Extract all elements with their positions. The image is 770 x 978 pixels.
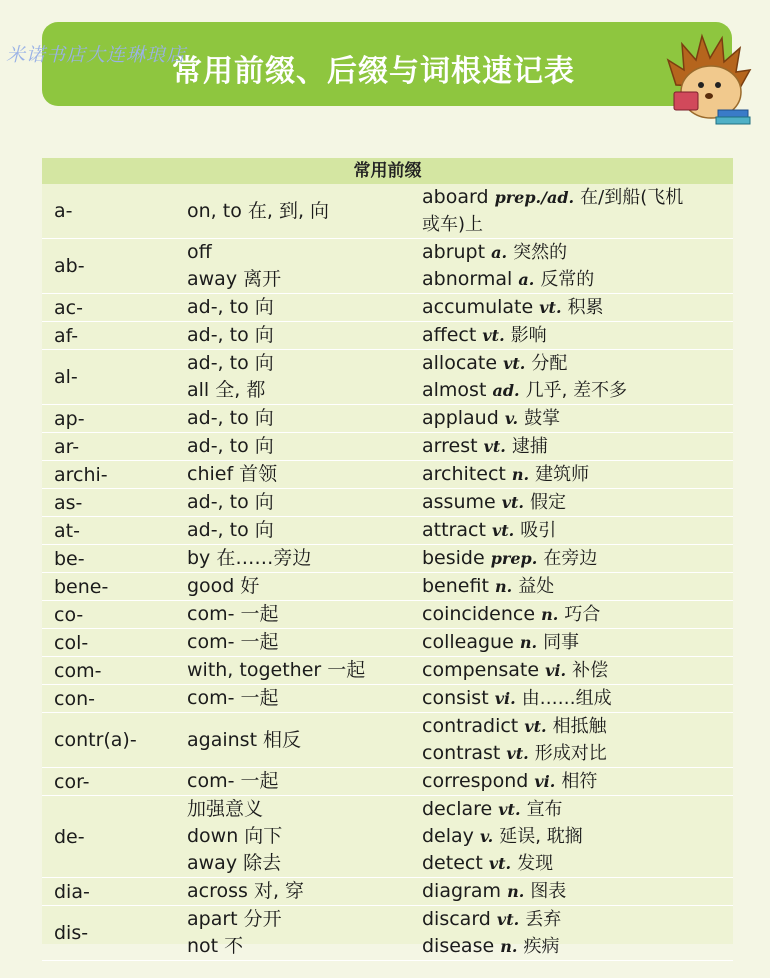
- meaning-cell: [187, 239, 422, 293]
- example-line: [422, 933, 733, 960]
- part-of-speech: vt.: [501, 493, 524, 512]
- example-word: coincidence: [422, 603, 536, 625]
- chinese-meaning: 图表: [530, 881, 567, 902]
- example-cell: [422, 713, 733, 767]
- part-of-speech: vt.: [539, 298, 562, 317]
- meaning-cell: [187, 433, 422, 460]
- meaning-line: down 向下: [187, 825, 283, 847]
- example-word: discard: [422, 908, 491, 930]
- meaning-line: ad-, to 向: [187, 407, 274, 429]
- example-line: [422, 461, 733, 488]
- part-of-speech: v.: [504, 409, 519, 428]
- part-of-speech: vi.: [534, 772, 556, 791]
- part-of-speech: vt.: [483, 437, 506, 456]
- meaning-line: com- 一起: [187, 770, 279, 792]
- meaning-cell: [187, 350, 422, 404]
- example-cell: [422, 184, 733, 238]
- part-of-speech: vt.: [496, 910, 520, 929]
- meaning-line: good 好: [187, 575, 260, 597]
- example-word: affect: [422, 324, 477, 346]
- chinese-meaning: 或车)上: [422, 214, 484, 235]
- example-line: [422, 629, 733, 656]
- example-line: [422, 239, 733, 266]
- meaning-line: chief 首领: [187, 463, 278, 485]
- example-line: [422, 405, 733, 432]
- example-cell: [422, 657, 733, 684]
- example-word: declare: [422, 798, 493, 820]
- part-of-speech: vt.: [503, 354, 526, 373]
- example-cell: [422, 906, 733, 960]
- example-word: disease: [422, 935, 495, 957]
- example-line: [422, 573, 733, 600]
- example-line: [422, 184, 733, 211]
- chinese-meaning: 形成对比: [534, 743, 607, 764]
- part-of-speech: n.: [494, 577, 513, 596]
- table-row: [42, 461, 733, 489]
- example-cell: [422, 573, 733, 600]
- prefix-cell: con-: [54, 687, 95, 710]
- meaning-cell: [187, 878, 422, 905]
- part-of-speech: n.: [541, 605, 559, 624]
- prefix-table: [42, 158, 733, 957]
- chinese-meaning: 假定: [530, 492, 567, 513]
- example-cell: [422, 545, 733, 572]
- chinese-meaning: 益处: [518, 576, 555, 597]
- meaning-line: against 相反: [187, 728, 302, 751]
- example-line: [422, 878, 733, 905]
- example-word: almost: [422, 379, 487, 401]
- meaning-cell: [187, 573, 422, 600]
- example-word: delay: [422, 825, 474, 847]
- part-of-speech: vi.: [545, 661, 567, 680]
- example-line: [422, 322, 733, 349]
- chinese-meaning: 巧合: [564, 604, 601, 625]
- example-line: [422, 850, 733, 877]
- meaning-cell: [187, 601, 422, 628]
- example-word: consist: [422, 687, 489, 709]
- prefix-cell: a-: [54, 200, 73, 222]
- example-line: [422, 350, 733, 377]
- example-word: accumulate: [422, 296, 534, 318]
- meaning-line: ad-, to 向: [187, 519, 274, 541]
- meaning-line: ad-, to 向: [187, 491, 274, 513]
- chinese-meaning: 影响: [510, 325, 547, 346]
- prefix-cell: bene-: [54, 575, 109, 598]
- prefix-cell: de-: [54, 825, 85, 848]
- table-row: [42, 184, 733, 239]
- example-line: [422, 377, 733, 404]
- meaning-line: with, together 一起: [187, 659, 366, 681]
- prefix-cell: col-: [54, 631, 89, 654]
- meaning-cell: [187, 727, 422, 754]
- table-row: [42, 906, 733, 961]
- prefix-cell: co-: [54, 603, 84, 626]
- example-word: correspond: [422, 770, 529, 792]
- chinese-meaning: 逮捕: [511, 436, 548, 457]
- table-row: [42, 433, 733, 461]
- meaning-line: ad-, to 向: [187, 435, 274, 457]
- example-word: colleague: [422, 631, 514, 653]
- part-of-speech: vt.: [524, 717, 547, 736]
- example-cell: [422, 517, 733, 544]
- example-line: [422, 601, 733, 628]
- prefix-cell: ab-: [54, 255, 85, 277]
- chinese-meaning: 几乎, 差不多: [525, 380, 628, 401]
- prefix-cell: dia-: [54, 880, 90, 903]
- prefix-cell: contr(a)-: [54, 729, 137, 751]
- example-line: [422, 796, 733, 823]
- part-of-speech: prep./ad.: [494, 188, 575, 207]
- part-of-speech: vt.: [491, 521, 515, 540]
- example-line: [422, 266, 733, 293]
- example-line: [422, 713, 733, 740]
- example-word: arrest: [422, 435, 478, 457]
- meaning-line: com- 一起: [187, 631, 279, 653]
- chinese-meaning: 相抵触: [552, 716, 607, 737]
- chinese-meaning: 同事: [543, 632, 580, 653]
- part-of-speech: vt.: [506, 744, 529, 763]
- example-cell: [422, 768, 733, 795]
- example-line: [422, 517, 733, 544]
- example-line: [422, 685, 733, 712]
- meaning-line: away 离开: [187, 268, 282, 290]
- prefix-cell: archi-: [54, 463, 108, 486]
- meaning-cell: [187, 461, 422, 488]
- example-cell: [422, 878, 733, 905]
- prefix-cell: ap-: [54, 407, 85, 430]
- chinese-meaning: 积累: [567, 297, 604, 318]
- example-word: beside: [422, 547, 485, 569]
- watermark: 米诺书店大连琳琅店: [6, 44, 187, 66]
- table-row: [42, 239, 733, 294]
- part-of-speech: vt.: [488, 854, 512, 873]
- meaning-cell: [187, 768, 422, 795]
- example-word: abrupt: [422, 241, 486, 263]
- example-word: applaud: [422, 407, 499, 429]
- table-body: [42, 184, 733, 961]
- example-line: [422, 489, 733, 516]
- meaning-line: 加强意义: [187, 798, 264, 820]
- chinese-meaning: 反常的: [540, 269, 595, 290]
- example-cell: [422, 796, 733, 877]
- example-line: [422, 823, 733, 850]
- meaning-line: ad-, to 向: [187, 324, 274, 346]
- meaning-line: com- 一起: [187, 687, 279, 709]
- example-word: allocate: [422, 352, 498, 374]
- chinese-meaning: 鼓掌: [524, 408, 561, 429]
- chinese-meaning: 建筑师: [535, 464, 590, 485]
- prefix-cell: as-: [54, 491, 83, 514]
- chinese-meaning: 补偿: [572, 660, 609, 681]
- chinese-meaning: 在旁边: [543, 548, 598, 569]
- meaning-line: on, to 在, 到, 向: [187, 199, 330, 222]
- example-cell: [422, 601, 733, 628]
- part-of-speech: a.: [518, 270, 535, 289]
- meaning-line: ad-, to 向: [187, 296, 274, 318]
- example-cell: [422, 405, 733, 432]
- chinese-meaning: 分配: [531, 353, 568, 374]
- example-line: [422, 657, 733, 684]
- page-title: 常用前缀、后缀与词根速记表: [172, 54, 575, 89]
- part-of-speech: prep.: [490, 549, 538, 568]
- example-cell: [422, 461, 733, 488]
- meaning-cell: [187, 405, 422, 432]
- meaning-line: away 除去: [187, 852, 282, 874]
- example-line: [422, 906, 733, 933]
- example-word: benefit: [422, 575, 489, 597]
- meaning-cell: [187, 796, 422, 877]
- example-word: aboard: [422, 186, 489, 208]
- meaning-cell: [187, 322, 422, 349]
- chinese-meaning: 宣布: [526, 799, 563, 820]
- meaning-cell: [187, 489, 422, 516]
- meaning-cell: [187, 545, 422, 572]
- part-of-speech: ad.: [492, 381, 520, 400]
- chinese-meaning: 在/到船(飞机: [580, 187, 684, 208]
- table-row: [42, 405, 733, 433]
- part-of-speech: n.: [519, 633, 538, 652]
- meaning-line: off: [187, 241, 212, 263]
- part-of-speech: a.: [491, 243, 508, 262]
- part-of-speech: vt.: [498, 800, 521, 819]
- example-cell: [422, 294, 733, 321]
- example-cell: [422, 433, 733, 460]
- example-cell: [422, 489, 733, 516]
- example-word: contrast: [422, 742, 501, 764]
- example-word: attract: [422, 519, 486, 541]
- meaning-cell: [187, 294, 422, 321]
- table-row: [42, 713, 733, 768]
- example-word: architect: [422, 463, 506, 485]
- chinese-meaning: 发现: [517, 853, 554, 874]
- meaning-line: not 不: [187, 935, 244, 957]
- meaning-line: all 全, 都: [187, 379, 266, 401]
- example-cell: [422, 239, 733, 293]
- table-row: [42, 517, 733, 545]
- chinese-meaning: 疾病: [523, 936, 560, 957]
- meaning-line: across 对, 穿: [187, 880, 305, 902]
- example-word: detect: [422, 852, 483, 874]
- meaning-line: ad-, to 向: [187, 352, 274, 374]
- example-word: abnormal: [422, 268, 513, 290]
- table-row: [42, 322, 733, 350]
- table-row: [42, 573, 733, 601]
- chinese-meaning: 吸引: [520, 520, 557, 541]
- part-of-speech: vi.: [494, 689, 516, 708]
- example-word: compensate: [422, 659, 540, 681]
- meaning-cell: [187, 685, 422, 712]
- table-row: [42, 294, 733, 322]
- table-row: [42, 545, 733, 573]
- table-row: [42, 489, 733, 517]
- example-line: [422, 211, 733, 238]
- prefix-cell: at-: [54, 519, 80, 542]
- table-row: [42, 878, 733, 906]
- chinese-meaning: 相符: [561, 771, 598, 792]
- prefix-cell: com-: [54, 659, 102, 682]
- prefix-cell: ar-: [54, 435, 80, 458]
- example-word: diagram: [422, 880, 502, 902]
- prefix-cell: dis-: [54, 922, 89, 944]
- part-of-speech: n.: [511, 465, 530, 484]
- part-of-speech: n.: [500, 937, 518, 956]
- example-cell: [422, 322, 733, 349]
- hedgehog-mascot-icon: [656, 30, 756, 130]
- chinese-meaning: 突然的: [513, 242, 568, 263]
- prefix-cell: ac-: [54, 296, 83, 319]
- example-cell: [422, 685, 733, 712]
- table-row: [42, 796, 733, 878]
- table-row: [42, 657, 733, 685]
- example-cell: [422, 629, 733, 656]
- example-line: [422, 294, 733, 321]
- table-row: [42, 350, 733, 405]
- prefix-cell: al-: [54, 366, 78, 388]
- prefix-cell: be-: [54, 547, 85, 570]
- chinese-meaning: 延误, 耽搁: [499, 826, 583, 847]
- example-line: [422, 768, 733, 795]
- example-cell: [422, 350, 733, 404]
- meaning-cell: [187, 198, 422, 225]
- chinese-meaning: 丢弃: [525, 909, 562, 930]
- meaning-cell: [187, 629, 422, 656]
- table-row: [42, 685, 733, 713]
- table-row: [42, 629, 733, 657]
- section-title: 常用前缀: [42, 158, 733, 184]
- example-line: [422, 433, 733, 460]
- meaning-cell: [187, 906, 422, 960]
- prefix-cell: af-: [54, 324, 79, 347]
- part-of-speech: n.: [507, 882, 525, 901]
- meaning-line: apart 分开: [187, 908, 282, 930]
- meaning-cell: [187, 657, 422, 684]
- meaning-line: by 在……旁边: [187, 547, 312, 569]
- part-of-speech: vt.: [482, 326, 505, 345]
- chinese-meaning: 由……组成: [521, 688, 612, 709]
- table-row: [42, 768, 733, 796]
- example-line: [422, 545, 733, 572]
- example-word: assume: [422, 491, 496, 513]
- example-line: [422, 740, 733, 767]
- prefix-cell: cor-: [54, 770, 90, 793]
- example-word: contradict: [422, 715, 519, 737]
- meaning-line: com- 一起: [187, 603, 279, 625]
- table-row: [42, 601, 733, 629]
- part-of-speech: v.: [479, 827, 494, 846]
- meaning-cell: [187, 517, 422, 544]
